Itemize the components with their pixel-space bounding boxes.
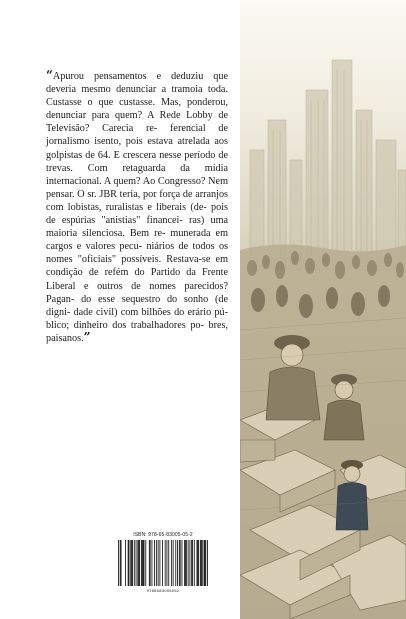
quote-line: deveria mesmo denunciar a tramoia <box>46 84 203 96</box>
back-cover-quote <box>46 70 228 345</box>
barcode-bar <box>149 540 150 586</box>
quote-line: bres, paisanos. <box>46 319 228 344</box>
quote-line: refém do Partido da Frente Liberal e <box>46 267 229 292</box>
barcode-bar <box>125 540 126 586</box>
barcode-bar <box>134 540 135 586</box>
barcode-bar <box>158 540 159 586</box>
quote-line: crescera nesse período de trevas. Com <box>46 149 229 174</box>
quote-line: estava atrelada aos golpistas de 64. E <box>46 136 228 161</box>
barcode-bar <box>118 540 119 586</box>
barcode-bar <box>197 540 198 586</box>
open-quote-mark: “ <box>46 68 53 82</box>
barcode-bar <box>179 540 180 586</box>
quote-line: Apurou pensamentos e deduziu que <box>52 71 228 82</box>
barcode-bar <box>128 540 129 586</box>
quote-line: blico; dinheiro dos trabalhadores po- <box>46 319 204 331</box>
barcode-bar <box>144 540 145 586</box>
barcode-bar <box>207 540 208 586</box>
barcode-bar <box>177 540 178 586</box>
quote-line: ferencial de jornalismo isento, pois <box>46 123 229 148</box>
quote-line: ponderou, denunciar para quem? A <box>46 97 229 122</box>
ean-number: 9786583005052 <box>146 588 180 593</box>
quote-line: pois de espúrias "anistias" financei- <box>46 201 229 227</box>
quote-line: niários de todos os nomes "oficiais" <box>46 241 229 266</box>
barcode-bar <box>180 540 181 586</box>
quote-line: possíveis. Restava-se em condição de <box>46 254 229 279</box>
isbn-label: ISBN: 978-65-83005-05-2 <box>133 532 193 538</box>
quote-line: sr. JBR teria, por força de arranjos <box>87 188 229 200</box>
barcode-bar <box>121 540 122 586</box>
barcode-bar <box>120 540 121 586</box>
barcode-bar <box>150 540 151 586</box>
crowd-city-illustration <box>240 0 406 619</box>
barcode-bar <box>141 540 142 586</box>
barcode-icon <box>118 540 208 586</box>
quote-line: outros de nomes parecidos? Pagan- <box>46 280 228 305</box>
barcode-bar <box>175 540 176 586</box>
barcode-bar <box>154 540 155 586</box>
barcode-bar <box>189 540 190 586</box>
barcode-bar <box>162 540 163 586</box>
quote-line: com lobistas, ruralistas e liberais (de- <box>46 201 207 213</box>
quote-line: Rede Lobby de Televisão? Carecia re- <box>46 110 228 135</box>
barcode-bar <box>188 540 189 586</box>
quote-line: munerada em cargos e valores pecu- <box>46 228 228 253</box>
barcode-bar <box>136 540 137 586</box>
quote-line: dade civil) com bilhões do erário pú- <box>73 306 229 318</box>
barcode-bar <box>129 540 130 586</box>
barcode-bar <box>165 540 166 586</box>
barcode-bar <box>186 540 187 586</box>
barcode-bar <box>152 540 153 586</box>
barcode-bar <box>198 540 199 586</box>
barcode-bar <box>167 540 168 586</box>
barcode-bar <box>185 540 186 586</box>
quote-line: retaguarda da mídia internacional. A <box>46 162 228 187</box>
cover-illustration <box>240 0 406 619</box>
quote-line: quem? Ao Congresso? Nem pensar. O <box>46 175 228 200</box>
barcode-bar <box>191 540 192 586</box>
barcode-bar <box>131 540 132 586</box>
barcode-bar <box>205 540 206 586</box>
barcode-bar <box>171 540 172 586</box>
barcode-bar <box>137 540 138 586</box>
barcode-bar <box>139 540 140 586</box>
quote-line: ras) uma maioria silenciosa. Bem re- <box>46 215 229 240</box>
barcode-bar <box>156 540 157 586</box>
barcode-bar <box>182 540 183 586</box>
barcode-bar <box>194 540 195 586</box>
quote-line: do esse sequestro do sonho (de digni- <box>46 293 229 318</box>
barcode-bar <box>200 540 201 586</box>
barcode-bar <box>197 540 198 586</box>
barcode-bar <box>201 540 202 586</box>
barcode-bar <box>142 540 143 586</box>
barcode-bar <box>192 540 193 586</box>
isbn-barcode-block <box>112 532 214 598</box>
barcode-bar <box>145 540 146 586</box>
barcode-bar <box>138 540 139 586</box>
close-quote-mark: ” <box>83 329 91 344</box>
barcode-bar <box>204 540 205 586</box>
barcode-bar <box>184 540 185 586</box>
barcode-bar <box>130 540 131 586</box>
barcode-bar <box>159 540 160 586</box>
barcode-bar <box>168 540 169 586</box>
barcode-bar <box>202 540 203 586</box>
quote-line: toda. Custasse o que custasse. Mas, <box>46 84 228 109</box>
barcode-bar <box>173 540 174 586</box>
barcode-bar <box>204 540 205 586</box>
barcode-bar <box>132 540 133 586</box>
barcode-bar <box>143 540 144 586</box>
